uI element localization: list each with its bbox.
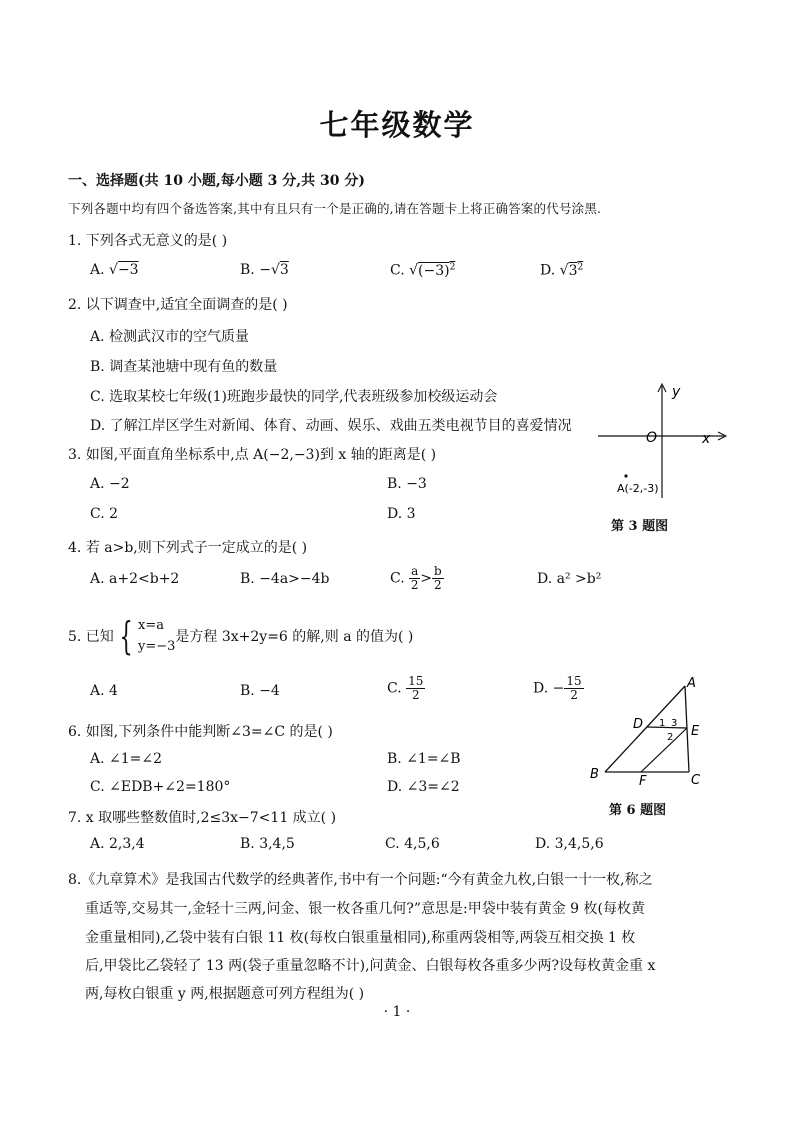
page-number: · 1 ·	[383, 1004, 411, 1020]
q2-stem: 2. 以下调查中,适宜全面调查的是( )	[68, 297, 288, 313]
segment-ab	[605, 686, 685, 772]
q7-option-c: C. 4,5,6	[385, 836, 440, 852]
q6-option-a: A. ∠1=∠2	[90, 751, 163, 767]
q6-option-c: C. ∠EDB+∠2=180°	[90, 779, 231, 795]
q3-figure-caption: 第 3 题图	[611, 519, 669, 534]
q3-option-a: A. −2	[90, 476, 130, 492]
q8-line-4: 后,甲袋比乙袋轻了 13 两(袋子重量忽略不计),问黄金、白银每枚各重多少两?设每枚黄金重 x	[85, 958, 656, 974]
q5-option-b: B. −4	[240, 683, 280, 699]
q5-option-a: A. 4	[90, 683, 118, 699]
segment-ef	[641, 728, 687, 772]
section-heading: 一、选择题(共 10 小题,每小题 3 分,共 30 分)	[68, 173, 365, 189]
q4-option-a: A. a+2<b+2	[90, 571, 180, 587]
q4-option-d: D. a² >b²	[537, 571, 602, 587]
q7-stem: 7. x 取哪些整数值时,2≤3x−7<11 成立( )	[68, 810, 337, 826]
q1-option-d: D. $√3^2$	[540, 262, 584, 279]
angle-1-label: 1	[659, 718, 666, 729]
q6-stem: 6. 如图,下列条件中能判断∠3=∠C 的是( )	[68, 724, 333, 740]
q2-option-a: A. 检测武汉市的空气质量	[90, 329, 250, 345]
q4-stem: 4. 若 a>b,则下列式子一定成立的是( )	[68, 540, 308, 556]
q8-line-2: 重适等,交易其一,金轻十三两,问金、银一枚各重几何?”意思是:甲袋中装有黄金 9 枚(每枚黄	[85, 901, 645, 917]
q6-figure-caption: 第 6 题图	[609, 803, 667, 818]
q8-line-3: 金重量相同),乙袋中装有白银 11 枚(每枚白银重量相同),称重两袋相等,两袋互相交换 1 枚	[85, 930, 636, 946]
q6-triangle-figure	[585, 676, 715, 786]
q1-option-b: B. −√3	[240, 262, 289, 278]
label-d: D	[633, 717, 644, 732]
q1-option-a: A. √−3	[90, 262, 139, 278]
q7-option-b: B. 3,4,5	[240, 836, 295, 852]
q3-stem: 3. 如图,平面直角坐标系中,点 A(−2,−3)到 x 轴的距离是( )	[68, 447, 437, 463]
segment-de	[647, 727, 687, 728]
q1-stem: 1. 下列各式无意义的是( )	[68, 233, 228, 249]
origin-label: O	[646, 430, 658, 446]
q2-option-c: C. 选取某校七年级(1)班跑步最快的同学,代表班级参加校级运动会	[90, 389, 498, 405]
q3-option-b: B. −3	[387, 476, 427, 492]
point-a-label: A(-2,-3)	[617, 482, 659, 495]
label-f: F	[639, 774, 647, 786]
x-axis-label: x	[702, 431, 711, 447]
q5-option-d: D. − $\frac{15}{2}$	[533, 674, 582, 702]
q1-option-c: C. $√(-3)^2$	[390, 262, 456, 279]
label-b: B	[590, 767, 599, 782]
angle-3-label: 3	[671, 718, 678, 729]
section-instruction: 下列各题中均有四个备选答案,其中有且只有一个是正确的,请在答题卡上将正确答案的代号涂黑.	[68, 201, 602, 216]
q6-option-b: B. ∠1=∠B	[387, 751, 461, 767]
q4-option-c: C. $\frac{a}{2}$ > $\frac{b}{2}$	[390, 564, 442, 592]
q7-option-d: D. 3,4,5,6	[535, 836, 604, 852]
q3-coordinate-figure	[590, 380, 730, 500]
label-e: E	[691, 724, 700, 739]
label-a: A	[687, 676, 696, 691]
q3-option-c: C. 2	[90, 506, 119, 522]
point-a	[624, 474, 627, 477]
q8-line-1: 8.《九章算术》是我国古代数学的经典著作,书中有一个问题:“今有黄金九枚,白银一十一枚,称之	[68, 872, 653, 888]
q3-option-d: D. 3	[387, 506, 416, 522]
page-title: 七年级数学	[319, 108, 475, 142]
q7-option-a: A. 2,3,4	[90, 836, 145, 852]
q2-option-d: D. 了解江岸区学生对新闻、体育、动画、娱乐、戏曲五类电视节目的喜爱情况	[90, 418, 572, 434]
q4-option-b: B. −4a>−4b	[240, 571, 330, 587]
q2-option-b: B. 调查某池塘中现有鱼的数量	[90, 359, 278, 375]
q5-option-c: C. $\frac{15}{2}$	[387, 674, 424, 702]
y-axis-label: y	[672, 384, 681, 400]
angle-2-label: 2	[667, 732, 674, 743]
q5-stem: 5. 已知 { x=a y=−3 是方程 3x+2y=6 的解,则 a 的值为( )	[68, 614, 414, 658]
label-c: C	[691, 773, 701, 786]
q6-option-d: D. ∠3=∠2	[387, 779, 460, 795]
q8-line-5: 两,每枚白银重 y 两,根据题意可列方程组为( )	[85, 986, 365, 1002]
